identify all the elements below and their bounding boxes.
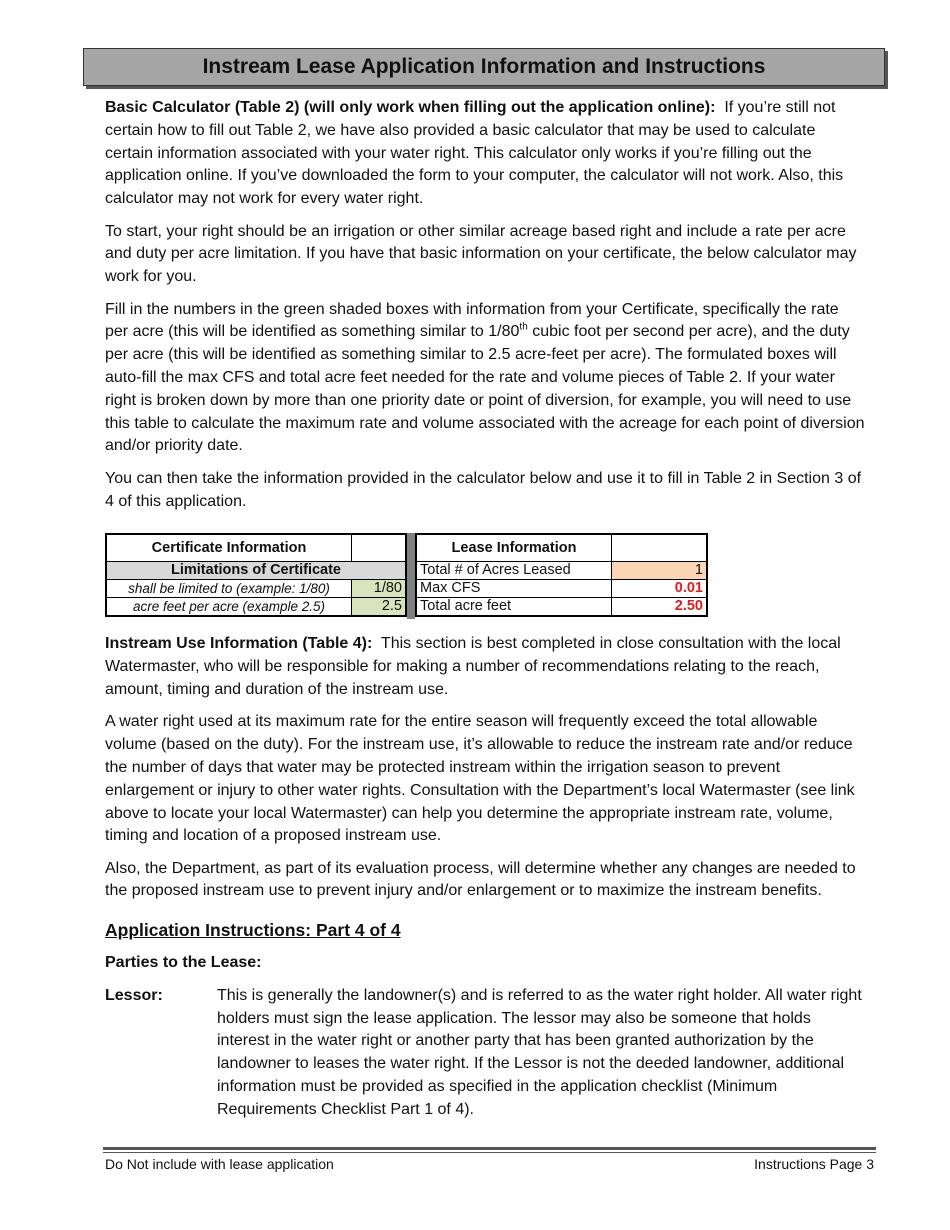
fill-paragraph	[105, 299, 865, 459]
basic-calculator-heading: Basic Calculator (Table 2) (will only work when filling out the application online):	[105, 99, 716, 116]
footer-page-number: Instructions Page 3	[754, 1156, 874, 1172]
instream-text: This section is best completed in close consultation with the local Watermaster, who will be responsible for making a number of recommendations relating to the reach, amount, timing and duration of the instream use.	[105, 635, 841, 698]
limitations-of-certificate: Limitations of Certificate	[106, 562, 406, 580]
certificate-information-header: Certificate Information	[151, 540, 307, 557]
basic-calculator-paragraph	[105, 97, 865, 211]
rate-input[interactable]: 1/80	[352, 580, 407, 598]
also-paragraph: Also, the Department, as part of its evaluation process, will determine whether any changes are needed to the proposed instream use to prevent injury and/or enlargement or to maximize the instream benefits.	[105, 859, 856, 900]
lease-header-blank	[612, 534, 708, 562]
fill-text-a: Fill in the numbers in the green shaded boxes with information from your Certificate, specifically the rate per acre (this will be identified as something similar to 1/80	[105, 300, 839, 341]
application-instructions-heading: Application Instructions: Part 4 of 4	[105, 920, 401, 941]
max-cfs-value: 0.01	[612, 580, 708, 598]
lessor-text: This is generally the landowner(s) and is referred to as the water right holder. All water right holders must sign the lease application. The lessor may also be someone that holds interest in the water right or another party that has been granted authorization by the landowner to leases the water right. If the Lessor is not the deeded landowner, additional information must be provided as specified in the application checklist (Minimum Requirements Checklist Part 1 of 4).	[217, 986, 862, 1118]
table-separator	[407, 533, 415, 619]
lessor-definition	[105, 985, 865, 1122]
lease-information-table	[415, 533, 708, 617]
footer-rule-thin	[103, 1152, 876, 1153]
max-cfs-label: Max CFS	[416, 580, 612, 598]
rate-label: shall be limited to (example: 1/80)	[106, 580, 352, 598]
rate-paragraph: A water right used at its maximum rate for the entire season will frequently exceed the total allowable volume (based on the duty). For the instream use, it’s allowable to reduce the instream rate and/or reduce the number of days that water may be protected instream within the irrigation season to prevent enlargement or injury to other water rights. Consultation with the Department’s local Watermaster (see link above to locate your local Watermaster) can help you determine the appropriate instream rate, volume, timing and location of a proposed instream use.	[105, 713, 855, 845]
fill-text-b: cubic foot per second per acre), and the duty per acre (this will be identified as something similar to 2.5 acre-feet per acre). The formulated boxes will auto-fill the max CFS and total acre feet needed for the rate and volume pieces of Table 2. If your water right is broken down by more than one priority date or point of diversion, for example, you will need to use this table to calculate the maximum rate and volume associated with the acreage for each point of diversion and/or priority date.	[105, 323, 865, 455]
certificate-information-table	[105, 533, 407, 617]
duty-input[interactable]: 2.5	[352, 598, 407, 617]
instream-heading: Instream Use Information (Table 4):	[105, 635, 373, 653]
footer-left-text: Do Not include with lease application	[105, 1156, 334, 1172]
parties-heading: Parties to the Lease:	[105, 954, 262, 972]
acres-leased-label: Total # of Acres Leased	[416, 562, 612, 580]
start-paragraph: To start, your right should be an irrigation or other similar acreage based right and include a rate per acre and duty per acre limitation. If you have that basic information on your certificate, the below calculator may work for you.	[105, 222, 857, 286]
certificate-header-blank	[352, 534, 407, 562]
then-paragraph: You can then take the information provided in the calculator below and use it to fill in Table 2 in Section 3 of 4 of this application.	[105, 469, 862, 510]
total-acre-feet-label: Total acre feet	[416, 598, 612, 617]
lessor-term: Lessor:	[105, 986, 163, 1004]
instream-paragraph	[105, 633, 865, 701]
basic-calculator-text: If you’re still not certain how to fill out Table 2, we have also provided a basic calculator that may be used to calculate certain information associated with your water right. This calculator only works if you’re filling out the application online. If you’ve downloaded the form to your computer, the calculator will not work. Also, this calculator may not work for every water right.	[105, 99, 844, 208]
content-body	[105, 97, 865, 1122]
fill-superscript: th	[519, 322, 528, 334]
lease-information-header: Lease Information	[451, 540, 577, 557]
basic-calculator-table	[105, 533, 708, 619]
footer-rule	[103, 1147, 876, 1150]
page-title: Instream Lease Application Information and Instructions	[83, 48, 885, 86]
duty-label: acre feet per acre (example 2.5)	[106, 598, 352, 617]
acres-leased-input[interactable]: 1	[612, 562, 708, 580]
total-acre-feet-value: 2.50	[612, 598, 708, 617]
